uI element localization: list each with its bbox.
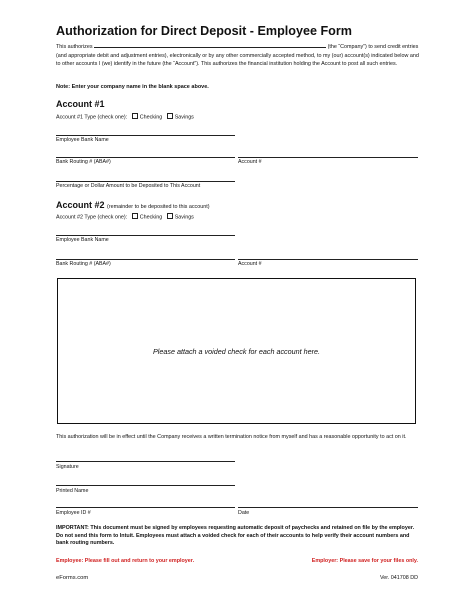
account2-checking-label: Checking [139, 214, 163, 221]
employee-id-field[interactable] [56, 507, 235, 508]
account1-checking-checkbox[interactable] [132, 113, 138, 119]
account2-savings-checkbox[interactable] [167, 213, 173, 219]
signature-field[interactable] [56, 461, 235, 462]
account1-routing-label: Bank Routing # (ABA#) [56, 159, 111, 165]
account1-routing-field[interactable] [56, 157, 235, 158]
account2-type-label: Account #2 Type (check one): [56, 214, 128, 221]
account1-checking-label: Checking [139, 114, 163, 121]
account2-heading: Account #2 [56, 200, 105, 210]
printed-name-label: Printed Name [56, 488, 89, 494]
account2-account-field[interactable] [238, 259, 418, 260]
account2-heading-note: (remainder to be deposited to this account) [107, 204, 210, 210]
account2-bank-name-label: Employee Bank Name [56, 237, 109, 243]
account1-amount-field[interactable] [56, 181, 235, 182]
auth-suffix: (the “Company”) [327, 44, 367, 50]
account1-account-field[interactable] [238, 157, 418, 158]
account1-savings-checkbox[interactable] [167, 113, 173, 119]
authorization-paragraph [56, 42, 419, 69]
effect-paragraph: This authorization will be in effect until the Company receives a written termination notice from myself and has a reasonable opportunity to act on it. [56, 434, 407, 440]
account2-type-row [56, 213, 194, 221]
account2-routing-label: Bank Routing # (ABA#) [56, 261, 111, 267]
account1-type-row [56, 113, 194, 121]
account2-heading-row [56, 200, 210, 210]
company-name-field[interactable] [94, 42, 326, 48]
account2-routing-field[interactable] [56, 259, 235, 260]
printed-name-field[interactable] [56, 485, 235, 486]
account2-checking-checkbox[interactable] [132, 213, 138, 219]
account1-account-label: Account # [238, 159, 262, 165]
important-notice: IMPORTANT: This document must be signed by employees requesting automatic deposit of paychecks and retained on file by the employer. Do not send this form to Intuit. Employees must attach a voided check for each of their accounts to help verify their account numbers and bank routing numbers. [56, 525, 415, 547]
form-title: Authorization for Direct Deposit - Employee Form [56, 24, 352, 38]
voided-check-instruction: Please attach a voided check for each account here. [152, 346, 320, 356]
account1-amount-label: Percentage or Dollar Amount to be Deposited to This Account [56, 183, 201, 189]
account1-heading: Account #1 [56, 99, 105, 109]
date-label: Date [238, 510, 250, 516]
account1-bank-name-field[interactable] [56, 135, 235, 136]
auth-prefix: This authorizes [56, 44, 93, 50]
account1-bank-name-label: Employee Bank Name [56, 137, 109, 143]
account2-account-label: Account # [238, 261, 262, 267]
date-field[interactable] [238, 507, 418, 508]
employee-instruction: Employee: Please fill out and return to your employer. [56, 558, 195, 564]
account2-savings-label: Savings [174, 214, 194, 221]
version-label: Ver. 041708 DD [379, 575, 418, 581]
employer-instruction: Employer: Please save for your files only. [311, 558, 418, 564]
auth-body: to send credit entries (and appropriate debit and adjustment entries), electronically or by any other commercially accepted method, to my (our) account(s) indicated below and to other accounts I (we) identify in the future (the “Account”). This authorizes the financial institution holding the Account to post all such entries. [56, 44, 419, 67]
account1-type-label: Account #1 Type (check one): [56, 114, 128, 121]
company-note: Note: Enter your company name in the blank space above. [56, 84, 209, 90]
signature-label: Signature [56, 464, 79, 470]
account2-bank-name-field[interactable] [56, 235, 235, 236]
employee-id-label: Employee ID # [56, 510, 91, 516]
eforms-brand: eForms.com [56, 575, 89, 581]
voided-check-area [57, 278, 416, 424]
account1-savings-label: Savings [174, 114, 194, 121]
